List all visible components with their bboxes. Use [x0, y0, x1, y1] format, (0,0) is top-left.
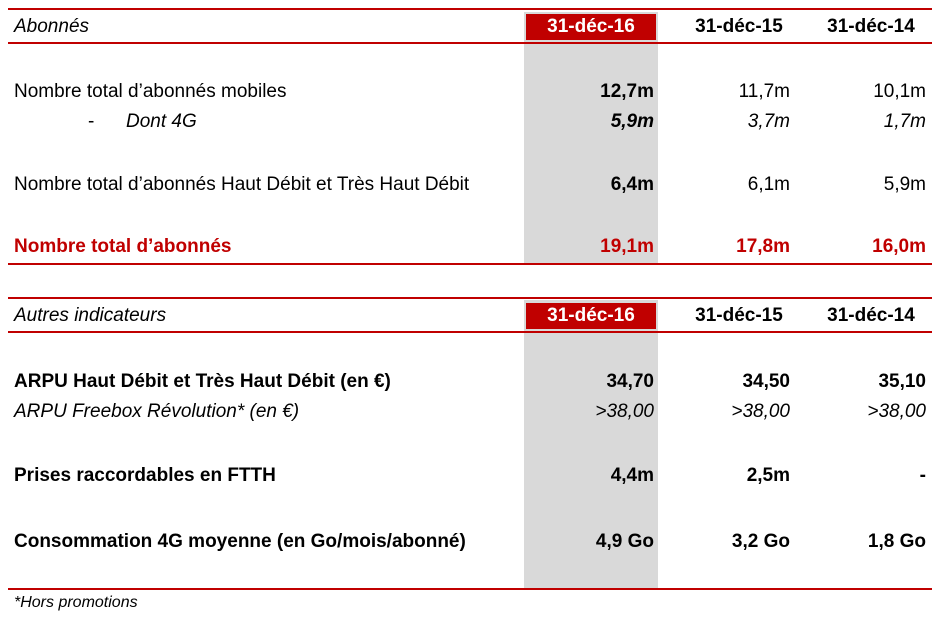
cell-value: 2,5m [746, 465, 790, 486]
rule-header-section1 [8, 42, 932, 44]
section1-title: Abonnés [14, 16, 90, 37]
cell-value: >38,00 [867, 401, 926, 422]
rule-header-section2 [8, 331, 932, 333]
cell-value: >38,00 [595, 401, 654, 422]
section1-header-col1: 31-déc-16 [526, 14, 656, 40]
section1-header-col3: 31-déc-14 [827, 16, 915, 37]
section1-header-col2: 31-déc-15 [695, 16, 783, 37]
rule-top-section1 [8, 8, 932, 10]
section2-title: Autres indicateurs [14, 305, 167, 326]
row-label: Prises raccordables en FTTH [14, 465, 276, 486]
cell-value-total: 19,1m [600, 236, 654, 257]
cell-value: 4,9 Go [595, 531, 654, 552]
footnote: *Hors promotions [14, 594, 138, 611]
section2-header-col2: 31-déc-15 [695, 305, 783, 326]
cell-value: 3,7m [747, 111, 790, 132]
cell-value: - [919, 465, 926, 486]
cell-value-total: 16,0m [872, 236, 926, 257]
cell-value: 4,4m [610, 465, 654, 486]
rule-bottom-section2 [8, 588, 932, 590]
cell-value: >38,00 [731, 401, 790, 422]
cell-value: 5,9m [610, 111, 654, 132]
rule-bottom-section1 [8, 263, 932, 265]
cell-value: 34,50 [742, 371, 790, 392]
row-label: Nombre total d’abonnés Haut Débit et Très Haut Débit [14, 174, 470, 195]
cell-value: 11,7m [738, 81, 790, 102]
row-label-total: Nombre total d’abonnés [14, 236, 232, 257]
rule-top-section2 [8, 297, 932, 299]
cell-value: 12,7m [600, 81, 654, 102]
section2-header-col1: 31-déc-16 [526, 303, 656, 329]
cell-value: 34,70 [606, 371, 654, 392]
cell-value: 5,9m [883, 174, 926, 195]
row-label: Consommation 4G moyenne (en Go/mois/abonné) [14, 531, 466, 552]
cell-value: 1,8 Go [867, 531, 926, 552]
row-label: Nombre total d’abonnés mobiles [14, 81, 287, 102]
section2-header-col3: 31-déc-14 [827, 305, 915, 326]
cell-value: 6,4m [610, 174, 654, 195]
row-bullet: - [88, 111, 95, 132]
cell-value: 35,10 [878, 371, 926, 392]
highlight-column-section1 [524, 12, 658, 264]
cell-value: 3,2 Go [731, 531, 790, 552]
row-label: ARPU Haut Débit et Très Haut Débit (en €) [14, 371, 391, 392]
cell-value-total: 17,8m [736, 236, 790, 257]
row-label: Dont 4G [126, 111, 197, 132]
row-label: ARPU Freebox Révolution* (en €) [14, 401, 300, 422]
cell-value: 10,1m [873, 81, 926, 102]
cell-value: 6,1m [747, 174, 790, 195]
cell-value: 1,7m [883, 111, 926, 132]
